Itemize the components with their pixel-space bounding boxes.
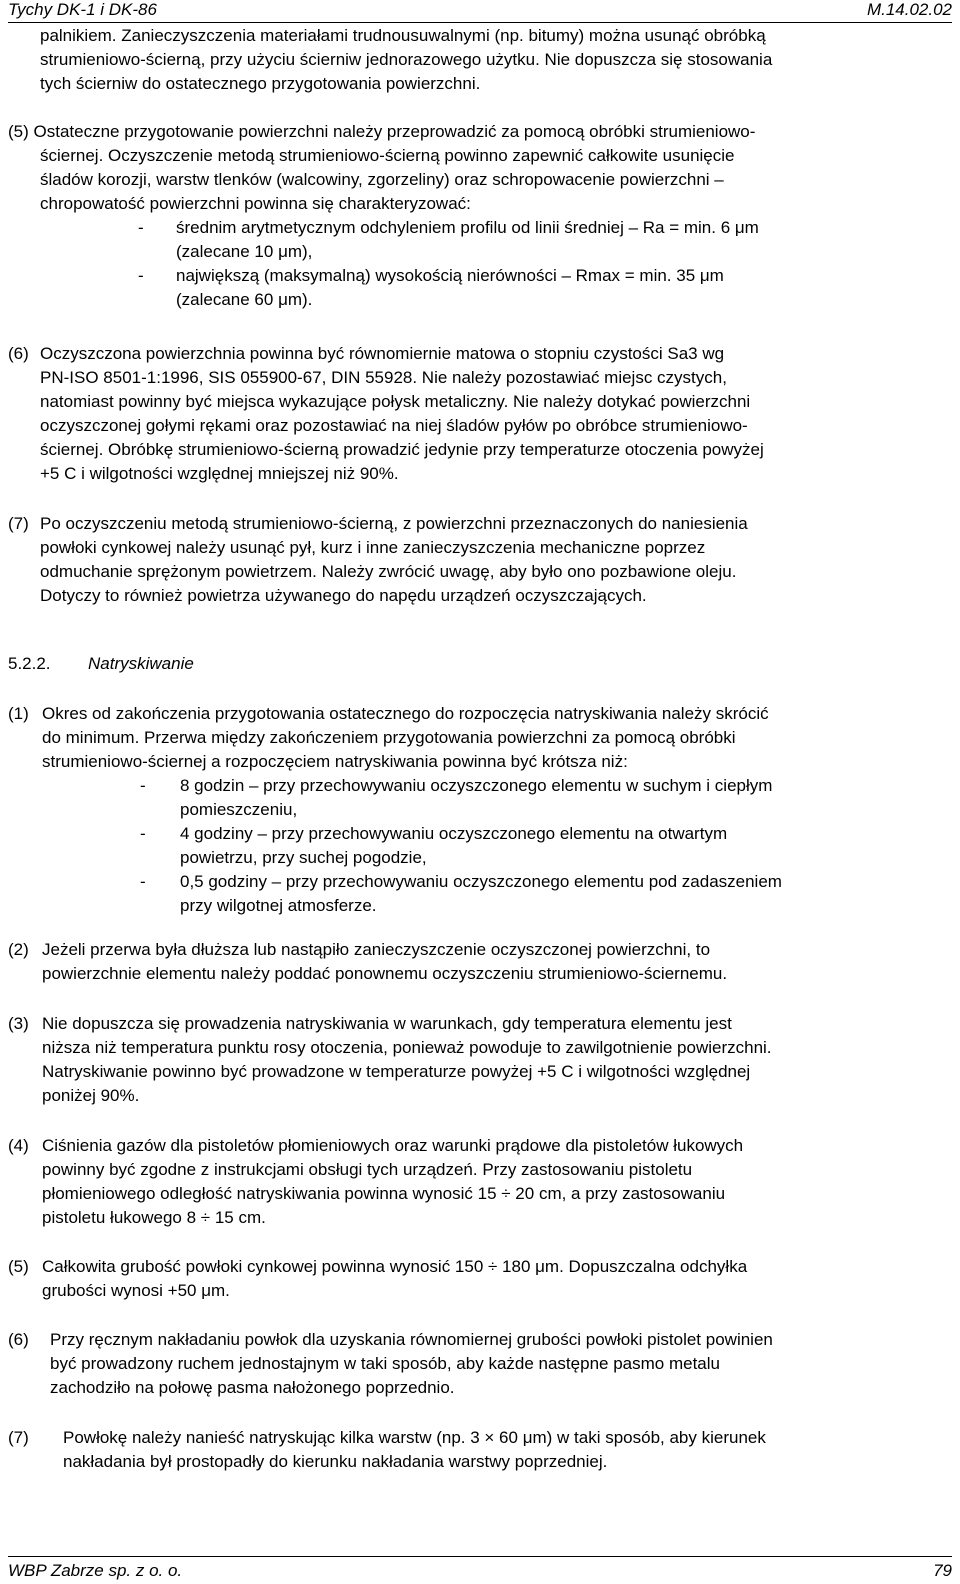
paragraph-number: (7) [8,1428,29,1447]
text-line: palnikiem. Zanieczyszczenia materiałami trudnousuwalnymi (np. bitumy) można usunąć obróbką [40,26,766,45]
text-line: tych ścierniw do ostatecznego przygotowania powierzchni. [40,74,481,93]
page-number: 79 [933,1561,952,1580]
text-line: do minimum. Przerwa między zakończeniem przygotowania powierzchni za pomocą obróbki [42,728,736,747]
spray-paragraph-7 [8,1426,952,1474]
page-header [8,0,952,23]
paragraph-number: (7) [8,514,29,533]
text-line: zachodziło na połowę pasma nałożonego poprzednio. [50,1378,455,1397]
text-line: pistoletu łukowego 8 ÷ 15 cm. [42,1208,266,1227]
text-line: Nie dopuszcza się prowadzenia natryskiwania w warunkach, gdy temperatura elementu jest [42,1014,732,1033]
text-line: PN-ISO 8501-1:1996, SIS 055900-67, DIN 55928. Nie należy pozostawiać miejsc czystych, [40,368,727,387]
list-item: średnim arytmetycznym odchyleniem profilu od linii średniej – Ra = min. 6 μm [176,218,759,237]
text-line: +5 C i wilgotności względnej mniejszej niż 90%. [40,464,399,483]
paragraph-number: (4) [8,1136,29,1155]
list-item: 0,5 godziny – przy przechowywaniu oczyszczonego elementu pod zadaszeniem [180,872,782,891]
text-line: Przy ręcznym nakładaniu powłok dla uzyskania równomiernej grubości powłoki pistolet powinien [50,1330,773,1349]
list-dash: - [138,266,144,285]
list-dash: - [140,824,146,843]
list-item-continuation: pomieszczeniu, [180,800,298,819]
intro-paragraph [40,24,950,96]
text-line: powierzchnie elementu należy poddać ponownemu oczyszczeniu strumieniowo-ściernemu. [42,964,728,983]
text-line: strumieniowo-ścierną, przy użyciu ścierniw jednorazowego użytku. Nie dopuszcza się stosowania [40,50,773,69]
spray-paragraph-2 [8,938,952,986]
text-line: Oczyszczona powierzchnia powinna być równomiernie matowa o stopniu czystości Sa3 wg [40,344,725,363]
text-line: powłoki cynkowej należy usunąć pył, kurz i inne zanieczyszczenia mechaniczne poprzez [40,538,706,557]
section-number: 5.2.2. [8,654,51,673]
spray-paragraph-4 [8,1134,952,1230]
text-line: grubości wynosi +50 μm. [42,1281,230,1300]
text-line: płomieniowego odległość natryskiwania powinna wynosić 15 ÷ 20 cm, a przy zastosowaniu [42,1184,726,1203]
paragraph-number: (5) [8,122,29,141]
list-dash: - [140,776,146,795]
text-line: Natryskiwanie powinno być prowadzone w temperaturze powyżej +5 C i wilgotności względnej [42,1062,751,1081]
spray-paragraph-5 [8,1255,952,1303]
text-line: Całkowita grubość powłoki cynkowej powinna wynosić 150 ÷ 180 μm. Dopuszczalna odchyłka [42,1257,748,1276]
text-line: Powłokę należy nanieść natryskując kilka warstw (np. 3 × 60 μm) w taki sposób, aby kierunek [63,1428,766,1447]
text-line: Jeżeli przerwa była dłuższa lub nastąpiło zanieczyszczenie oczyszczonej powierzchni, to [42,940,711,959]
paragraph-number: (6) [8,344,29,363]
paragraph-number: (3) [8,1014,29,1033]
paragraph-number: (2) [8,940,29,959]
text-line: niższa niż temperatura punktu rosy otoczenia, ponieważ powoduje to zawilgotnienie powierzchni. [42,1038,772,1057]
paragraph-number: (1) [8,704,29,723]
text-line: Dotyczy to również powietrza używanego do napędu urządzeń oczyszczających. [40,586,647,605]
section-title: Natryskiwanie [88,654,194,673]
spray-paragraph-3 [8,1012,952,1108]
text-line: Okres od zakończenia przygotowania ostatecznego do rozpoczęcia natryskiwania należy skrócić [42,704,769,723]
list-item: 4 godziny – przy przechowywaniu oczyszczonego elementu na otwartym [180,824,728,843]
paragraph-number: (5) [8,1257,29,1276]
list-item-continuation: (zalecane 60 μm). [176,290,313,309]
section-heading [8,652,952,676]
text-line: powinny być zgodne z instrukcjami obsługi tych urządzeń. Przy zastosowaniu pistoletu [42,1160,693,1179]
list-item-continuation: przy wilgotnej atmosferze. [180,896,377,915]
text-line: Ostateczne przygotowanie powierzchni należy przeprowadzić za pomocą obróbki strumieniowo- [33,122,756,141]
paragraph-6-cleanliness [8,342,952,486]
list-dash: - [138,218,144,237]
document-title: Tychy DK-1 i DK-86 [8,0,157,19]
list-item: największą (maksymalną) wysokością nierówności – Rmax = min. 35 μm [176,266,724,285]
list-dash: - [140,872,146,891]
text-line: oczyszczonej gołymi rękami oraz pozostawiać na niej śladów pyłów po obróbce strumieniowo- [40,416,748,435]
text-line: odmuchanie sprężonym powietrzem. Należy zwrócić uwagę, aby było ono pozbawione oleju. [40,562,737,581]
list-item-continuation: powietrzu, przy suchej pogodzie, [180,848,427,867]
text-line: Ciśnienia gazów dla pistoletów płomieniowych oraz warunki prądowe dla pistoletów łukowych [42,1136,744,1155]
page-footer [8,1556,952,1584]
list-item-continuation: (zalecane 10 μm), [176,242,313,261]
spray-paragraph-1 [8,702,952,918]
text-line: poniżej 90%. [42,1086,140,1105]
text-line: chropowatość powierzchni powinna się charakteryzować: [40,194,471,213]
paragraph-5-preparation [8,120,952,312]
text-line: być prowadzony ruchem jednostajnym w taki sposób, aby każde następne pasmo metalu [50,1354,720,1373]
company-name: WBP Zabrze sp. z o. o. [8,1561,183,1580]
text-line: nakładania był prostopadły do kierunku nakładania warstwy poprzedniej. [63,1452,608,1471]
text-line: strumieniowo-ściernej a rozpoczęciem natryskiwania powinna być krótsza niż: [42,752,628,771]
text-line: ściernej. Obróbkę strumieniowo-ścierną prowadzić jedynie przy temperaturze otoczenia powyżej [40,440,764,459]
document-code: M.14.02.02 [866,0,952,19]
text-line: Po oczyszczeniu metodą strumieniowo-ścierną, z powierzchni przeznaczonych do naniesienia [40,514,748,533]
text-line: ściernej. Oczyszczenie metodą strumieniowo-ścierną powinno zapewnić całkowite usunięcie [40,146,735,165]
paragraph-7-dust-removal [8,512,952,608]
list-item: 8 godzin – przy przechowywaniu oczyszczonego elementu w suchym i ciepłym [180,776,773,795]
text-line: natomiast powinny być miejsca wykazujące połysk metaliczny. Nie należy dotykać powierzchni [40,392,751,411]
spray-paragraph-6 [8,1328,952,1400]
paragraph-number: (6) [8,1330,29,1349]
text-line: śladów korozji, warstw tlenków (walcowiny, zgorzeliny) oraz schropowacenie powierzchni – [40,170,724,189]
